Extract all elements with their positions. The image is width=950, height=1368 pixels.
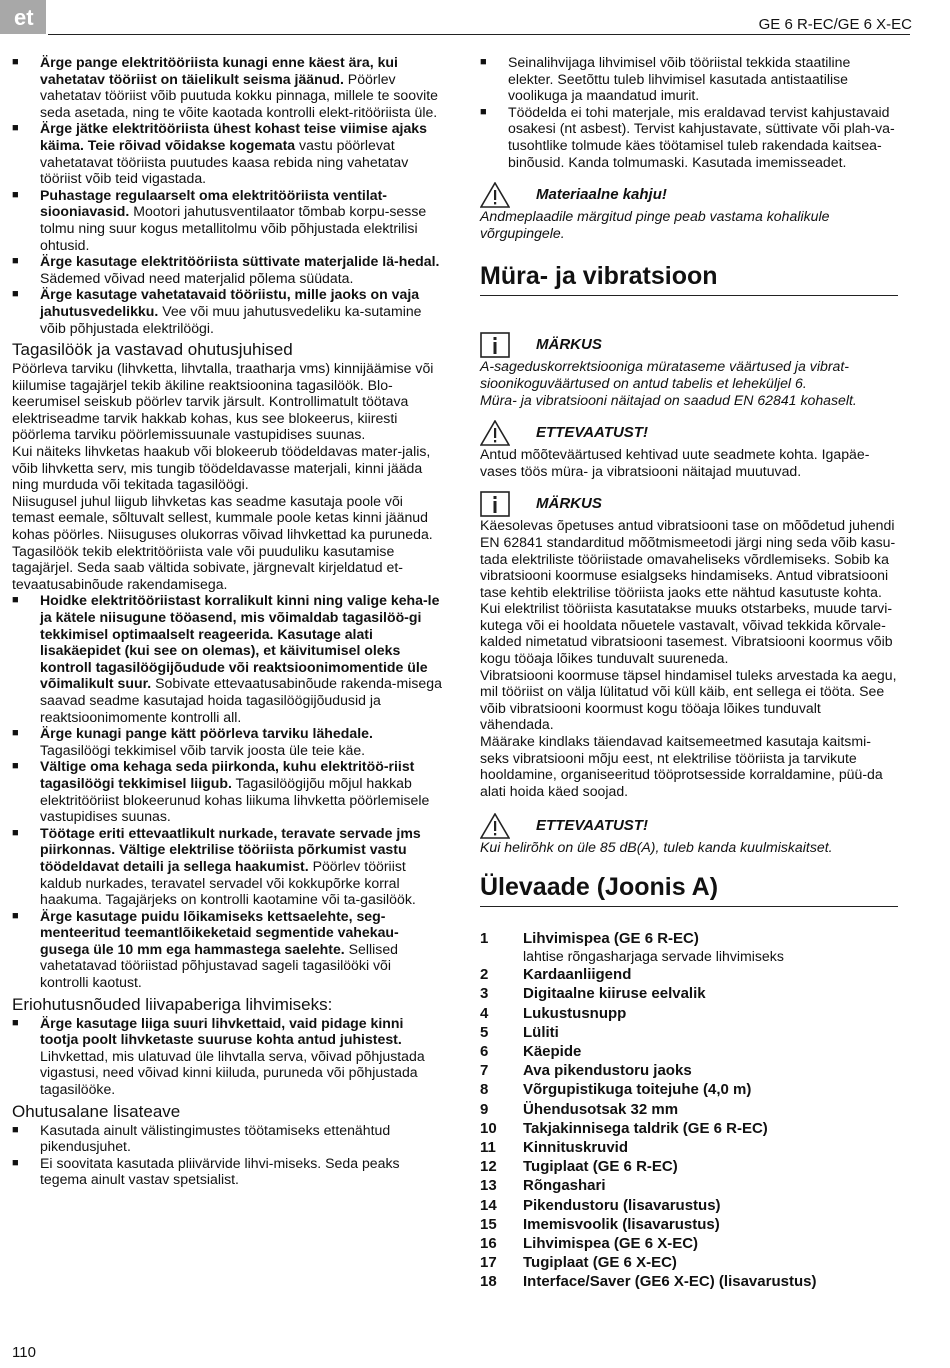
caution2-text: Kui helirõhk on üle 85 dB(A), tuleb kanda kuulmiskaitset.: [480, 839, 833, 856]
part-number: 17: [480, 1254, 497, 1272]
extra-safety-heading: Ohutusalane lisateave: [12, 1101, 181, 1121]
bullet-item: [12, 187, 442, 253]
parts-list: [480, 929, 898, 1292]
part-label: Ava pikendustoru jaoks: [523, 1062, 692, 1080]
part-label: Rõngashari: [523, 1177, 606, 1195]
safety-bullet-list: [12, 54, 442, 336]
part-item: [480, 929, 898, 948]
part-number: 5: [480, 1023, 489, 1041]
paragraph: Käesolevas õpetuses antud vibratsiooni tase on mõõdetud juhendi EN 62841 standarditud mõõtmismeetodi järgi ning seda võib kasu-tada elektriliste tööriistade omavaheliseks võrdlemiseks. Sobib ka vibratsiooni koormuse esialgseks hindamiseks. Antud vibratsiooni tase kehtib elektrilise tööriista jaoks ette nähtud kasutuste kohta. Kui elektrilist tööriista kasutatakse muuks otstarbeks, muude tarvi-kutega või ei hooldata nõuetele vastavalt, võivad tekkida kõrvale-kalded nimetatud vibratsiooni tasemest. Vibratsiooni koormus võib kogu tööaja lõikes tunduvalt suureneda.: [480, 517, 896, 667]
page-number: 110: [12, 1344, 36, 1361]
bullet-text: Vee või muu jahutusvedeliku ka-sutamine võib põhjustada elektrilöögi.: [40, 302, 422, 336]
part-item: [480, 984, 898, 1003]
bullet-item: [12, 286, 442, 336]
material-damage-title: Materiaalne kahju!: [536, 185, 667, 203]
bullet-item: ■ Seinalihvijaga lihvimisel võib tööriistal tekkida staatiline elekter. Seetõttu tuleb lihvimisel kasutada antistaatilise voolikuga ja maandatud imurit.: [480, 54, 898, 104]
bullet-text: Tagasilöögi tekkimisel võib tarvik joosta üle teie käe.: [40, 741, 366, 758]
bullet-bold: Hoidke elektritööriistast korralikult kinni ning valige keha-le ja kätele niisugune tööasend, mis võimaldab tagasilöö-gi tekkimisel optimaalselt reageerida. Kasutage alati lisakäepidet (kui see on olemas), et käivitumisel oleks kontroll tagasilöögijõudude või reaktsioonimomentide üle võimalikult suur.: [40, 592, 440, 692]
bullet-text: Sädemed võivad need materjalid põlema süüdata.: [40, 269, 354, 286]
part-number: 10: [480, 1119, 497, 1137]
bullet-item: [12, 54, 442, 120]
sandpaper-bullet-list: [12, 1015, 442, 1098]
bullet-bold: Ärge kasutage puidu lõikamiseks kettsaelehte, seg-menteeritud teemantlõikeketaid segmentide vahekau-gusega üle 10 mm ega hammastega saelehte.: [40, 907, 399, 957]
part-label: Võrgupistikuga toitejuhe (4,0 m): [523, 1081, 752, 1099]
bullet-text: Pöörlev vahetatav tööriist võib puutuda kokku pinnaga, millele te soovite seda asetada, ning te võite kaotada kontrolli elekt-ritööriista üle.: [40, 70, 438, 120]
bullet-item: [12, 725, 442, 758]
header-rule: [48, 34, 910, 35]
bullet-bold: Ärge kunagi pange kätt pöörleva tarviku lähedale.: [40, 725, 373, 742]
bullet-item: [12, 1015, 442, 1098]
caution2-title: ETTEVAATUST!: [536, 817, 648, 835]
part-number: 9: [480, 1100, 489, 1118]
part-number: 16: [480, 1235, 497, 1253]
part-number: 4: [480, 1004, 489, 1022]
bullet-item: [12, 758, 442, 824]
caution1-title: ETTEVAATUST!: [536, 423, 648, 441]
note1-line: A-sageduskorrektsiooniga mürataseme väärtused ja vibrat-sioonikoguväärtused on antud tabelis et leheküljel 6.: [480, 358, 849, 391]
bullet-bold: Ärge kasutage elektritööriista süttivate materjalide lä-hedal.: [40, 253, 440, 270]
part-label: Kinnituskruvid: [523, 1139, 629, 1157]
part-label: Käepide: [523, 1043, 582, 1061]
kickback-text: [12, 360, 442, 592]
bullet-item: [12, 908, 442, 991]
part-item: [480, 1215, 898, 1234]
bullet-text: Pöörlev tööriist kaldub nurkades, teravatel servadel või kokkupõrke korral haakuma. Tagajärjeks on kontrolli kaotamine või ta-gasilöök.: [40, 857, 416, 908]
bullet-bold: Ärge jätke elektritööriista ühest kohast teise viimise ajaks käima. Teie rõivad võidakse kogemata: [40, 120, 427, 153]
bullet-text: Mootori jahutusventilaator tõmbab korpu-sesse tolmu ning suur kogus metallitolmu võib põhjustada elektrilisi ohtusid.: [40, 203, 427, 253]
warning-triangle-icon: [480, 420, 510, 446]
note1-title: MÄRKUS: [536, 336, 602, 354]
part-label: Lihvimispea (GE 6 X-EC): [523, 1235, 699, 1253]
part-number: 2: [480, 966, 489, 984]
bullet-text: Lihvkettad, mis ulatuvad üle lihvtalla serva, võivad põhjustada vigastusi, need võivad kinni kiiluda, puruneda või põhjustada tagasilööke.: [40, 1047, 425, 1098]
bullet-text: Sellised vahetatavad tööriistad põhjustavad sageli tagasilööki või kontrolli kaotust.: [40, 940, 398, 991]
language-code: et: [14, 5, 34, 30]
model-label: GE 6 R-EC/GE 6 X-EC: [758, 16, 912, 33]
bullet-bold: Puhastage regulaarselt oma elektritööriista ventilat-siooniavasid.: [40, 186, 387, 220]
note1-header: [480, 332, 898, 358]
bullet-bold: Vältige oma kehaga seda piirkonda, kuhu elektritöö-riist tagasilöögi tekkimisel liigub.: [40, 758, 415, 791]
part-item: [480, 1176, 898, 1195]
bullet-item: ■ Ei soovitata kasutada pliivärvide lihvi-miseks. Seda peaks tegema ainult vastav spetsialist.: [12, 1155, 442, 1188]
part-item: [480, 1234, 898, 1253]
right-column: [480, 54, 898, 1292]
part-item: [480, 1272, 898, 1291]
part-number: 11: [480, 1139, 496, 1157]
part-sublabel: lahtise rõngasharjaga servade lihvimiseks: [523, 948, 784, 965]
part-number: 8: [480, 1081, 489, 1099]
part-label: Tugiplaat (GE 6 R-EC): [523, 1158, 678, 1176]
paragraph: Kui näiteks lihvketas haakub või blokeerub töödeldavas mater-jalis, võib lihvketta serv, mis tungib töödeldavasse materjali, kinni jääda ning murduda või tekitada tagasilöögi.: [12, 443, 431, 493]
part-item: [480, 1157, 898, 1176]
part-label: Interface/Saver (GE6 X-EC) (lisavarustus): [523, 1273, 817, 1291]
part-item: [480, 1004, 898, 1023]
paragraph: Määrake kindlaks täiendavad kaitsemeetmed kasutaja kaitsmi-seks vibratsiooni mõju eest, nt elektrilise tööriista ja tarvikute hooldamine, organiseeritud tööprotsesside korraldamine, püü-da alati hoida käed soojad.: [480, 733, 883, 799]
part-number: 18: [480, 1273, 497, 1291]
warning-triangle-icon: [480, 182, 510, 208]
bullet-text: Tagasilöögijõu mõjul hakkab elektritööriist blokeerunud kohas liikuma lihvketta pöörlemisele vastupidises suunas.: [40, 774, 430, 825]
bullet-item: ■ Kasutada ainult välistingimustes töötamiseks ettenähtud pikendusjuhet.: [12, 1122, 442, 1155]
bullet-text: Sobivate ettevaatusabinõude rakenda-misega saavad seadme kasutajad hoida tagasilöögijõudusid ja reaktsioonimomente kontrolli all.: [40, 675, 442, 725]
part-item: [480, 1196, 898, 1215]
part-number: 6: [480, 1043, 489, 1061]
bullet-item: [12, 120, 442, 186]
part-number: 1: [480, 930, 489, 947]
noise-section-title: Müra- ja vibratsioon: [480, 261, 898, 296]
part-number: 12: [480, 1158, 497, 1176]
paragraph: Pöörleva tarviku (lihvketta, lihvtalla, traatharja vms) kinnijäämise või kiilumise tagajärjel tekib äkiline reaktsioonina tagasilöök. Blo-keerumisel seiskub pöörlev tarvik järsult. Kontrollimatult töötava elektriseadme tarvik hakkab kohas, kus see blokeerus, kiiresti pöörlema tarviku pöörlemissuunale vastupidises suunas.: [12, 360, 434, 443]
part-label: Digitaalne kiiruse eelvalik: [523, 985, 706, 1003]
bullet-item: [12, 253, 442, 286]
part-item: [480, 965, 898, 984]
warning-triangle-icon: [480, 813, 510, 839]
part-label: Takjakinnisega taldrik (GE 6 R-EC): [523, 1119, 768, 1137]
part-number: 7: [480, 1062, 489, 1080]
part-item: [480, 1253, 898, 1272]
language-tab: [0, 0, 46, 34]
note2-title: MÄRKUS: [536, 495, 602, 513]
note2-text: [480, 517, 898, 799]
part-item: [480, 1100, 898, 1119]
caution1-header: [480, 420, 898, 446]
part-label: Kardaanliigend: [523, 966, 632, 984]
part-label: Lüliti: [523, 1023, 559, 1041]
bullet-text: vastu pöörlevat vahetatavat tööriista puutudes kaasa rebida ning vahetatav tööriist võib teid vigastada.: [40, 136, 409, 187]
note1-line: Müra- ja vibratsiooni näitajad on saadud EN 62841 kohaselt.: [480, 391, 857, 408]
bullet-item: [12, 592, 442, 725]
caution1-text: Antud mõõteväärtused kehtivad uute seadmete kohta. Igapäe-vases töös müra- ja vibratsiooni näitajad muutuvad.: [480, 446, 870, 479]
extra-safety-list: [12, 1122, 442, 1188]
info-icon: [480, 332, 510, 358]
bullet-item: [12, 825, 442, 908]
part-item: [480, 1042, 898, 1061]
bullet-bold: Töötage eriti ettevaatlikult nurkade, teravate servade jms piirkonnas. Vältige elektrilise tööriista põrkumist vastu töödeldavat detaili ja sellega haakumist.: [40, 824, 421, 874]
part-label: Ühendusotsak 32 mm: [523, 1100, 679, 1118]
part-item: [480, 1080, 898, 1099]
material-damage-header: [480, 182, 898, 208]
bullet-bold: Ärge kasutage liiga suuri lihvkettaid, vaid pidage kinni tootja poolt lihvketaste suuruse kohta antud juhistest.: [40, 1014, 404, 1048]
part-item: [480, 1023, 898, 1042]
part-label: Tugiplaat (GE 6 X-EC): [523, 1254, 677, 1272]
part-label: Lihvimispea (GE 6 R-EC): [523, 930, 699, 947]
sandpaper-heading: Eriohutusnõuded liivapaberiga lihvimiseks:: [12, 994, 333, 1014]
material-damage-text: Andmeplaadile märgitud pinge peab vastama kohalikule võrgupingele.: [480, 208, 830, 241]
part-label: Pikendustoru (lisavarustus): [523, 1196, 721, 1214]
part-item: [480, 1119, 898, 1138]
part-number: 3: [480, 985, 489, 1003]
part-item: [480, 1138, 898, 1157]
part-number: 13: [480, 1177, 497, 1195]
right-bullet-list: [480, 54, 898, 170]
paragraph: Vibratsiooni koormuse täpsel hindamisel tuleks arvestada ka aegu, mil tööriist on välja lülitatud või küll käib, ent sellega ei tööta. See võib vibratsiooni koormust kogu tööaja lõikes tunduvalt vähendada.: [480, 666, 897, 733]
paragraph: Niisugusel juhul liigub lihvketas kas seadme kasutaja poole või temast eemale, sõltuvalt sellest, kummale poole ketas kinni jäänud kohas pöörles. Niisuguses olukorras võivad lihvkettad ka puruneda.: [12, 492, 433, 543]
part-number: 14: [480, 1196, 497, 1214]
overview-section-title: Ülevaade (Joonis A): [480, 872, 898, 907]
info-icon: [480, 491, 510, 517]
part-number: 15: [480, 1215, 497, 1233]
kickback-bullet-list: [12, 592, 442, 990]
part-item: [480, 1061, 898, 1080]
left-column: [12, 54, 442, 1188]
bullet-bold: Ärge pange elektritööriista kunagi enne käest ära, kui vahetatav tööriist on täielikult seisma jäänud.: [40, 54, 398, 87]
part-label: Imemisvoolik (lisavarustus): [523, 1215, 720, 1233]
paragraph: Tagasilöök tekib elektritööriista vale või puuduliku kasutamise tagajärjel. Seda saab vältida sobivate, järgnevalt kirjeldatud et-tevaatusabinõude rakendamisega.: [12, 542, 403, 592]
note2-header: [480, 491, 898, 517]
bullet-item: ■ Töödelda ei tohi materjale, mis eraldavad tervist kahjustavaid osakesi (nt asbest). Tervist kahjustavate, süttivate või plah-va-tusohtlike tolmude käes töötamisel tuleb rakendada kaitsea-binõusid. Kanda tolmumaski. Kasutada imemisseadet.: [480, 104, 898, 170]
kickback-heading: Tagasilöök ja vastavad ohutusjuhised: [12, 340, 293, 360]
part-label: Lukustusnupp: [523, 1004, 627, 1022]
bullet-bold: Ärge kasutage vahetatavaid tööriistu, mille jaoks on vaja jahutusvedelikku.: [40, 286, 420, 319]
caution2-header: [480, 813, 898, 839]
